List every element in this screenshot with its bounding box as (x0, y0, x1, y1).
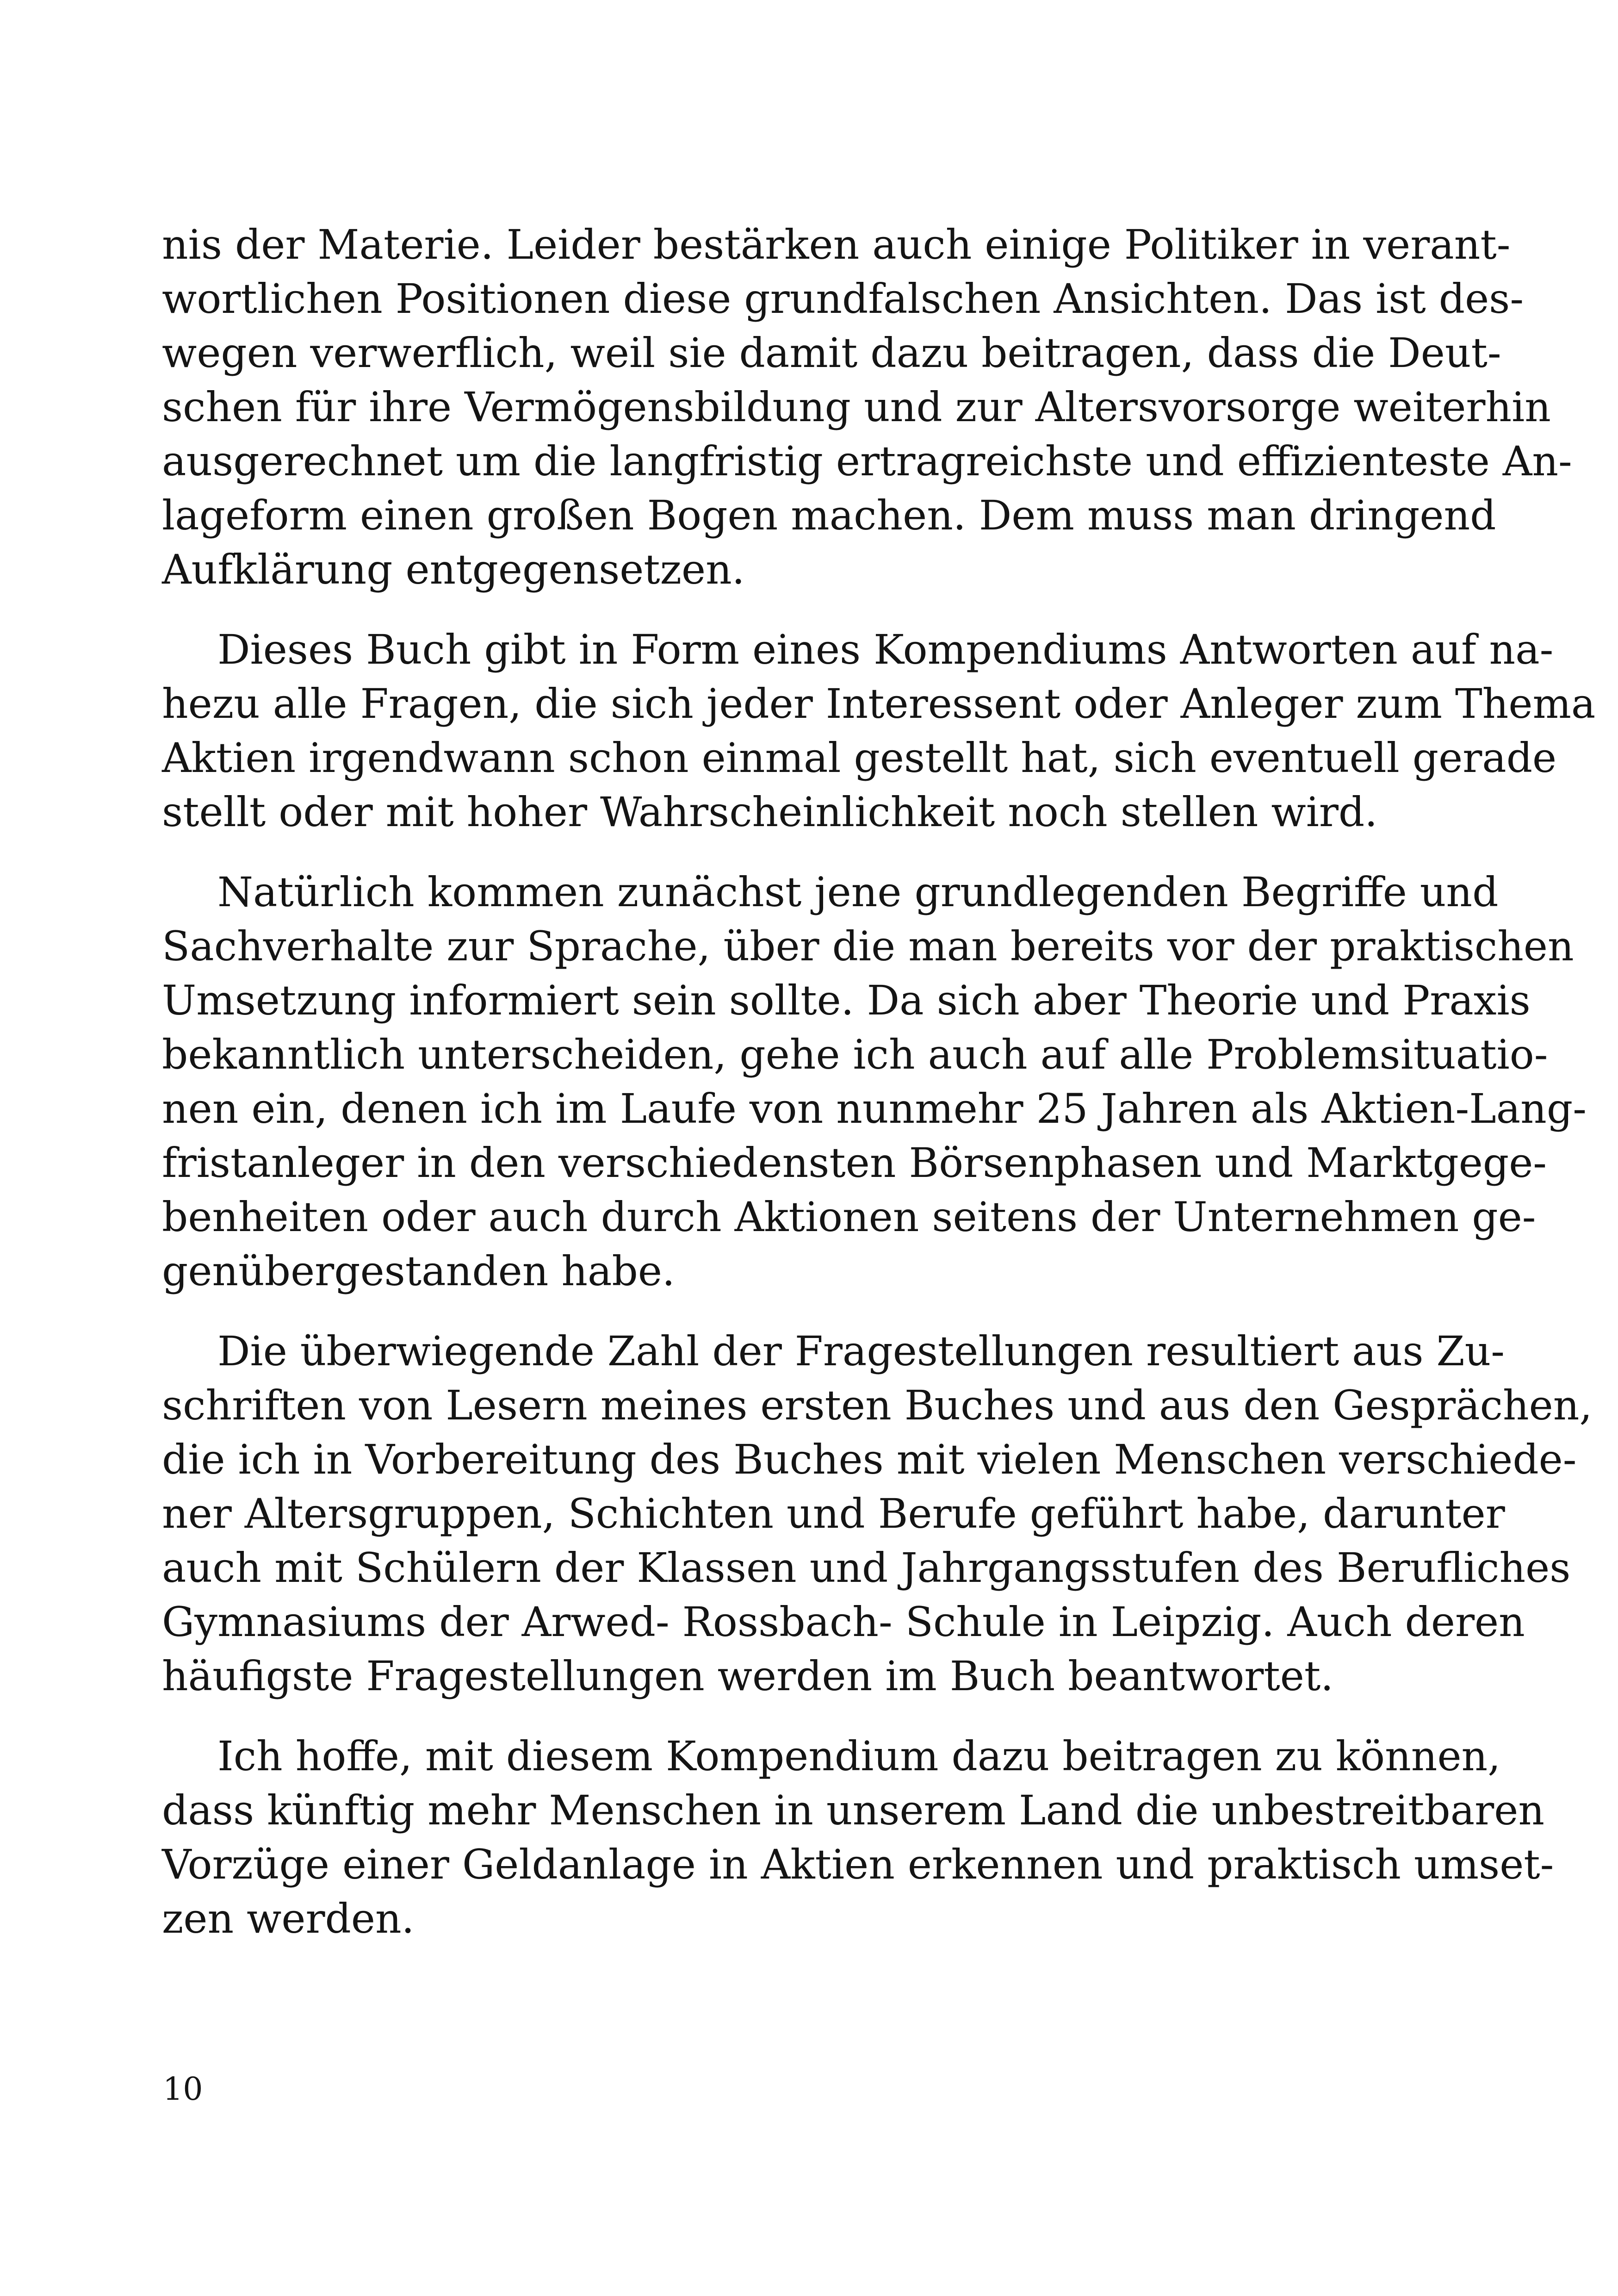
text-line: wegen verwerflich, weil sie damit dazu beitragen, dass die Deut- (162, 329, 1501, 377)
text-line: Vorzüge einer Geldanlage in Aktien erkennen und praktisch umset- (162, 1841, 1554, 1888)
paragraph (162, 1324, 1593, 1703)
text-line: Gymnasiums der Arwed- Rossbach- Schule in Leipzig. Auch deren (162, 1598, 1525, 1646)
text-line: ausgerechnet um die langfristig ertragreichste und effizienteste An- (162, 437, 1572, 485)
page-number: 10 (163, 2071, 203, 2108)
text-line: Aufklärung entgegensetzen. (162, 546, 745, 593)
paragraph (162, 622, 1596, 839)
paragraph (162, 865, 1587, 1298)
text-line: hezu alle Fragen, die sich jeder Interessent oder Anleger zum Thema (162, 680, 1596, 728)
paragraph (162, 218, 1572, 597)
text-line: Dieses Buch gibt in Form eines Kompendiums Antworten auf na- (217, 626, 1554, 673)
body-text (162, 218, 1596, 1946)
text-line: nen ein, denen ich im Laufe von nunmehr 25 Jahren als Aktien-Lang- (162, 1085, 1587, 1132)
text-line: lageform einen großen Bogen machen. Dem muss man dringend (162, 492, 1496, 539)
text-line: bekanntlich unterscheiden, gehe ich auch auf alle Problemsituatio- (162, 1031, 1548, 1078)
text-line: Aktien irgendwann schon einmal gestellt hat, sich eventuell gerade (162, 734, 1557, 782)
text-line: wortlichen Positionen diese grundfalschen Ansichten. Das ist des- (162, 275, 1524, 323)
text-line: Ich hoffe, mit diesem Kompendium dazu beitragen zu können, (217, 1732, 1501, 1780)
paragraph (162, 1729, 1554, 1946)
text-line: ner Altersgruppen, Schichten und Berufe geführt habe, darunter (162, 1490, 1505, 1537)
text-line: nis der Materie. Leider bestärken auch einige Politiker in verant- (162, 221, 1511, 268)
text-line: die ich in Vorbereitung des Buches mit vielen Menschen verschiede- (162, 1436, 1577, 1483)
text-line: schen für ihre Vermögensbildung und zur Altersvorsorge weiterhin (162, 383, 1551, 431)
text-line: zen werden. (162, 1895, 415, 1942)
text-line: Die überwiegende Zahl der Fragestellungen resultiert aus Zu- (217, 1327, 1505, 1375)
text-line: fristanleger in den verschiedensten Börsenphasen und Marktgege- (162, 1139, 1547, 1187)
text-line: benheiten oder auch durch Aktionen seitens der Unternehmen ge- (162, 1193, 1536, 1241)
text-line: Natürlich kommen zunächst jene grundlegenden Begriffe und (217, 868, 1499, 916)
text-line: schriften von Lesern meines ersten Buches und aus den Gesprächen, (162, 1381, 1593, 1429)
text-line: auch mit Schülern der Klassen und Jahrgangsstufen des Berufliches (162, 1544, 1571, 1592)
text-line: Umsetzung informiert sein sollte. Da sich aber Theorie und Praxis (162, 977, 1531, 1024)
text-line: dass künftig mehr Menschen in unserem Land die unbestreitbaren (162, 1786, 1545, 1834)
text-line: genübergestanden habe. (162, 1247, 675, 1295)
text-line: häufigste Fragestellungen werden im Buch beantwortet. (162, 1652, 1334, 1700)
text-line: stellt oder mit hoher Wahrscheinlichkeit noch stellen wird. (162, 788, 1378, 836)
text-line: Sachverhalte zur Sprache, über die man bereits vor der praktischen (162, 922, 1574, 970)
